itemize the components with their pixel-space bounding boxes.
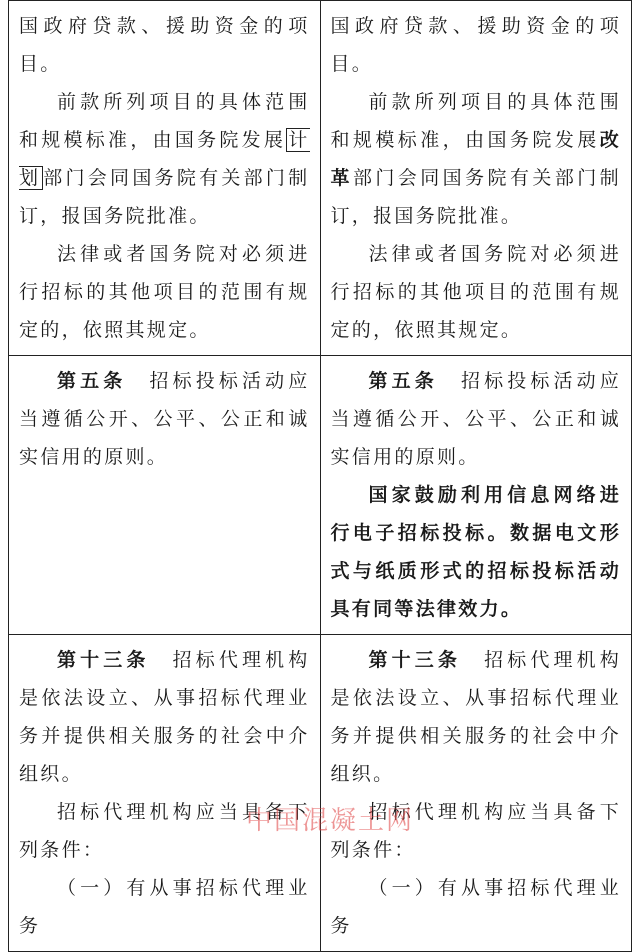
marked-word-box: 计划 bbox=[19, 129, 310, 189]
text-span: 部门会同国务院有关部门制订，报国务院批准。 bbox=[19, 167, 310, 227]
left-condition-item-1: （一）有从事招标代理业务 bbox=[19, 877, 310, 937]
article-heading: 第十三条 bbox=[57, 649, 150, 671]
left-other-projects-paragraph: 法律或者国务院对必须进行招标的其他项目的范围有规定的，依照其规定。 bbox=[19, 243, 310, 341]
article-heading: 第五条 bbox=[368, 370, 438, 392]
article-body: 招标投标活动应当遵循公开、公平、公正和诚实信用的原则。 bbox=[19, 370, 310, 468]
amended-word: 改革 bbox=[330, 129, 621, 189]
right-other-projects-paragraph: 法律或者国务院对必须进行招标的其他项目的范围有规定的，依照其规定。 bbox=[330, 243, 621, 341]
right-added-paragraph: 国家鼓励利用信息网络进行电子招标投标。数据电文形式与纸质形式的招标投标活动具有同等法律效力。 bbox=[330, 484, 621, 620]
left-cell-scope bbox=[9, 1, 321, 356]
right-article-13-paragraph bbox=[331, 641, 622, 793]
table-row bbox=[9, 635, 632, 952]
left-cell-article-5 bbox=[9, 356, 321, 635]
article-body: 招标投标活动应当遵循公开、公平、公正和诚实信用的原则。 bbox=[330, 370, 621, 468]
article-body: 招标代理机构是依法设立、从事招标代理业务并提供相关服务的社会中介组织。 bbox=[19, 649, 310, 785]
right-article-5-paragraph bbox=[331, 362, 622, 476]
article-heading: 第五条 bbox=[57, 370, 127, 392]
site-watermark: 中国混凝土网 bbox=[246, 806, 415, 836]
right-scope-paragraph bbox=[331, 83, 622, 235]
right-condition-item-1: （一）有从事招标代理业务 bbox=[330, 877, 621, 937]
right-cell-scope bbox=[320, 1, 632, 356]
left-article-5-paragraph bbox=[19, 362, 310, 476]
text-span: 前款所列项目的具体范围和规模标准，由国务院发展 bbox=[19, 91, 310, 151]
text-span: 前款所列项目的具体范围和规模标准，由国务院发展 bbox=[330, 91, 621, 151]
article-heading: 第十三条 bbox=[368, 649, 461, 671]
left-cell-article-13 bbox=[9, 635, 321, 952]
table-row bbox=[9, 1, 632, 356]
article-body: 招标代理机构是依法设立、从事招标代理业务并提供相关服务的社会中介组织。 bbox=[330, 649, 621, 785]
table-row bbox=[9, 356, 632, 635]
left-scope-paragraph bbox=[19, 83, 310, 235]
right-cell-article-5 bbox=[320, 356, 632, 635]
right-continued-line: 国政府贷款、援助资金的项目。 bbox=[330, 15, 621, 75]
left-conditions-paragraph: 招标代理机构应当具备下列条件： bbox=[19, 801, 310, 861]
left-article-13-paragraph bbox=[19, 641, 310, 793]
right-conditions-paragraph: 招标代理机构应当具备下列条件： bbox=[330, 801, 621, 861]
text-span: 部门会同国务院有关部门制订，报国务院批准。 bbox=[330, 167, 621, 227]
right-cell-article-13 bbox=[320, 635, 632, 952]
left-continued-line: 国政府贷款、援助资金的项目。 bbox=[19, 15, 310, 75]
